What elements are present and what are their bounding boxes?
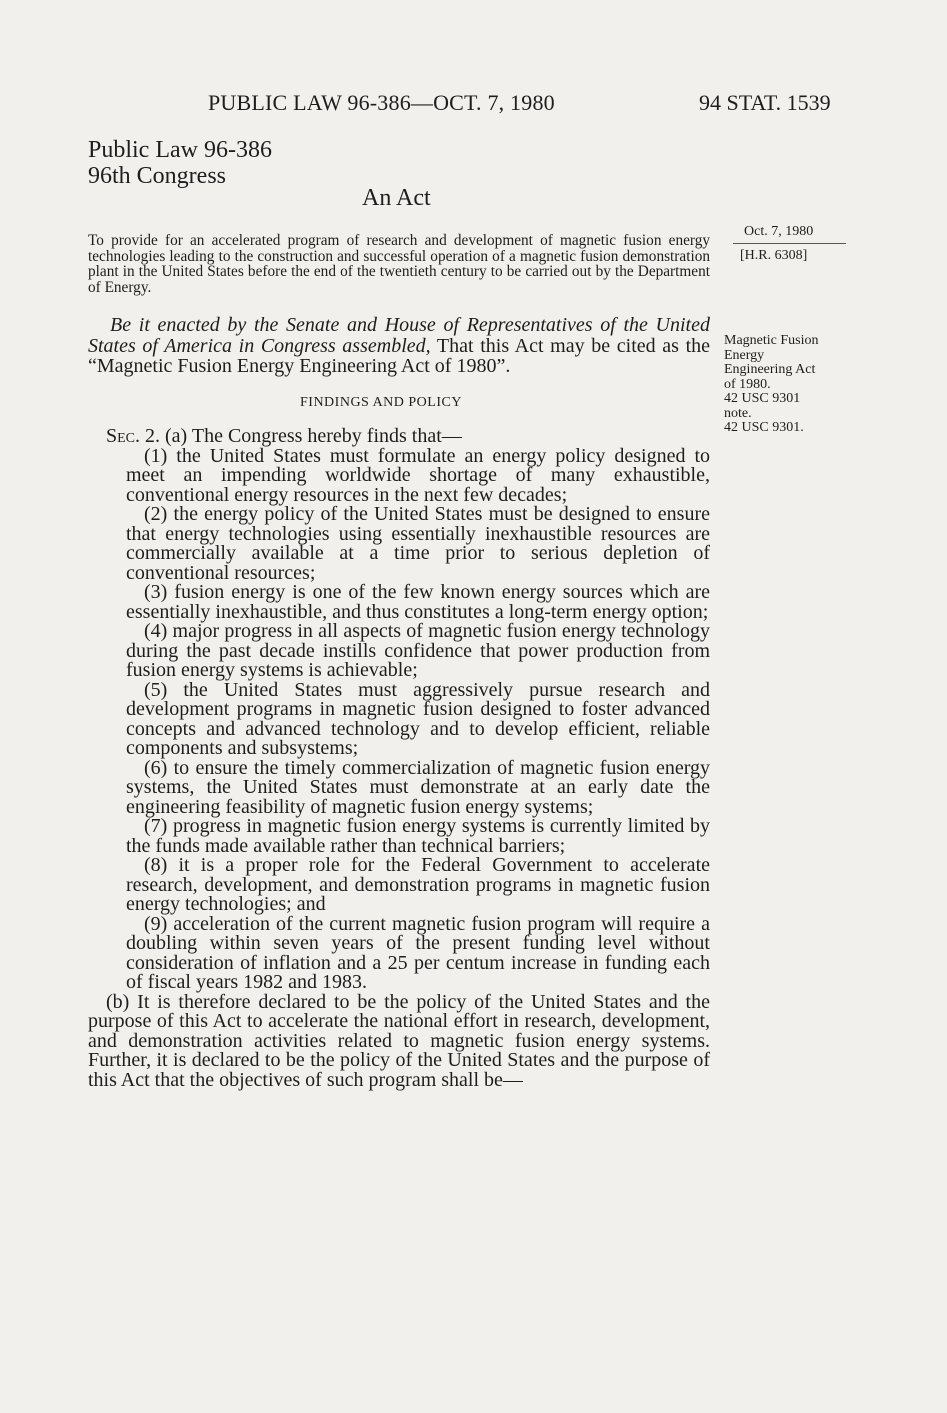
subsection-b: (b) It is therefore declared to be the policy of the United States and the purpose of this Act to accelerate the national effort in research, development, and demonstration activities related to magnetic fusion energy systems. Further, it is declared to be the policy of the United States and the purpose of this Act that the objectives of such program shall be— [88,990,710,1091]
margin-bill-number: [H.R. 6308] [740,248,808,263]
section-body [88,427,710,1090]
purpose-clause: To provide for an accelerated program of research and development of magnetic fusion energy technologies leading to the construction and successful operation of a magnetic fusion demonstration plant in the United States before the end of the twentieth century to be carried out by the Department of Energy. [88,232,710,296]
margin-short-title-note [724,334,854,436]
margin-note-line: note. [724,405,752,421]
short-title-sentence: That this Act may be cited as the “Magnetic Fusion Energy Engineering Act of 1980”. [88,334,710,377]
section-heading: FINDINGS AND POLICY [300,395,462,410]
margin-note-line: Magnetic Fusion [724,333,819,348]
law-number: Public Law 96-386 [88,137,272,163]
margin-note-line: 42 USC 9301 [724,391,801,406]
enacting-clause [88,315,710,377]
statute-page-number: 94 STAT. 1539 [699,90,831,115]
finding-paragraph: (2) the energy policy of the United States must be designed to ensure that energy technologies using essentially inexhaustible resources are commercially available at a time prior to serious depletion of conventional resources; [126,503,710,584]
finding-paragraph: (3) fusion energy is one of the few known energy sources which are essentially inexhaustible, and thus constitutes a long-term energy option; [126,581,710,623]
margin-date: Oct. 7, 1980 [744,224,814,239]
act-label: An Act [362,185,431,211]
margin-note-line: Energy [724,347,765,363]
section-intro [88,427,710,447]
law-title-block [88,137,272,189]
finding-paragraph: (4) major progress in all aspects of magnetic fusion energy technology during the past decade instills confidence that power production from fusion energy systems is achievable; [126,620,710,681]
finding-paragraph: (8) it is a proper role for the Federal Government to accelerate research, development, and demonstration programs in magnetic fusion energy technologies; and [126,854,710,915]
margin-note-line: 42 USC 9301. [724,420,804,435]
enacting-formula: Be it enacted by the Senate and House of Representatives of the United States of America in Congress assembled, [88,314,710,357]
margin-rule [733,243,846,244]
section-label: Sec. 2. [106,425,161,447]
margin-note-line: Engineering Act [724,362,816,377]
margin-note-line: of 1980. [724,376,771,392]
finding-paragraph: (6) to ensure the timely commercialization of magnetic fusion energy systems, the United States must demonstrate at an early date the engineering feasibility of magnetic fusion energy systems; [126,756,710,818]
running-header: PUBLIC LAW 96-386—OCT. 7, 1980 [208,90,555,115]
finding-paragraph: (7) progress in magnetic fusion energy systems is currently limited by the funds made available rather than technical barriers; [126,815,710,857]
congress-number: 96th Congress [88,163,226,189]
section-intro-text: (a) The Congress hereby finds that— [160,425,462,447]
finding-paragraph: (1) the United States must formulate an energy policy designed to meet an impending worldwide shortage of many exhaustible, conventional energy resources in the next few decades; [126,444,710,506]
finding-paragraph: (9) acceleration of the current magnetic fusion program will require a doubling within seven years of the present funding level without consideration of inflation and a 25 per centum increase in funding each of fiscal years 1982 and 1983. [126,912,710,993]
finding-paragraph: (5) the United States must aggressively pursue research and development programs in magnetic fusion designed to foster advanced concepts and advanced technology and to develop efficient, reliable components and subsystems; [126,678,710,759]
